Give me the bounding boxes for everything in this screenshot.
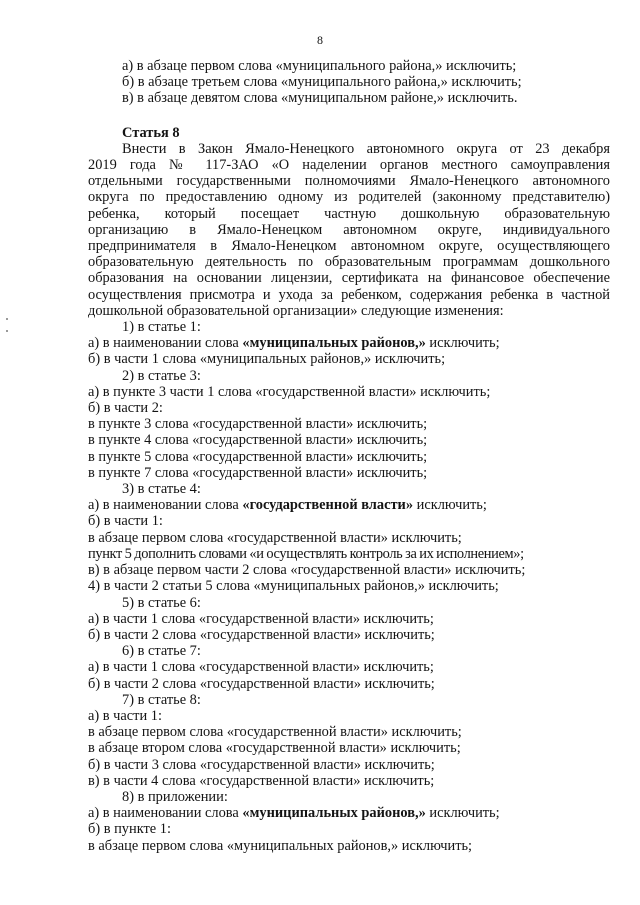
amendment-item: в абзаце первом слова «государственной власти» исключить; <box>88 529 462 546</box>
amendment-item: в абзаце втором слова «государственной власти» исключить; <box>88 740 461 757</box>
article-title: Статья 8 <box>122 124 180 141</box>
item-bold-text: «государственной власти» <box>242 497 414 514</box>
amendment-item: 2) в статье 3: <box>122 367 201 384</box>
item-text: а) в наименовании слова <box>88 805 243 822</box>
amendment-item: а) в части 1 слова «государственной власти» исключить; <box>88 610 434 627</box>
amendment-item: б) в абзаце третьем слова «муниципального района,» исключить; <box>122 74 522 91</box>
amendment-item: в пункте 5 слова «государственной власти» исключить; <box>88 448 428 465</box>
amendment-item: в пункте 3 слова «государственной власти» исключить; <box>88 416 428 433</box>
document-body <box>88 58 610 854</box>
amendment-item: 4) в части 2 статьи 5 слова «муниципальных районов,» исключить; <box>88 578 499 595</box>
amendment-item: в пункте 7 слова «государственной власти» исключить; <box>88 464 428 481</box>
item-bold-text: «муниципальных районов,» <box>242 805 426 822</box>
paragraph-line: 2019 года № 117-ЗАО «О наделении органов местного самоуправления <box>88 157 610 174</box>
amendment-item <box>88 805 610 821</box>
amendment-item: 5) в статье 6: <box>122 594 201 611</box>
paragraph-line: образовательную деятельность по образовательным программам дошкольного <box>88 254 610 271</box>
amendment-item: 8) в приложении: <box>122 788 228 805</box>
item-text: исключить; <box>425 805 500 822</box>
paragraph-line: округа по предоставлению одному из родителей (законному представителю) <box>88 189 610 206</box>
amendment-item: б) в части 2 слова «государственной власти» исключить; <box>88 675 435 692</box>
amendment-item: б) в части 1 слова «муниципальных районов,» исключить; <box>88 351 446 368</box>
amendment-item: а) в части 1 слова «государственной власти» исключить; <box>88 659 434 676</box>
amendment-item: в абзаце первом слова «муниципальных районов,» исключить; <box>88 837 473 854</box>
paragraph-line: предпринимателя в Ямало-Ненецком автономном округе, осуществляющего <box>88 238 610 255</box>
amendment-item: в абзаце первом слова «государственной власти» исключить; <box>88 724 462 741</box>
amendment-item: 6) в статье 7: <box>122 643 201 660</box>
paragraph-line: образования на основании лицензии, сертификата на финансовое обеспечение <box>88 270 610 287</box>
paragraph-line: дошкольной образовательной организации» следующие изменения: <box>88 302 504 319</box>
item-text: а) в наименовании слова <box>88 497 243 514</box>
amendment-item: а) в абзаце первом слова «муниципального района,» исключить; <box>122 58 517 74</box>
amendment-item: в) в абзаце первом части 2 слова «государственной власти» исключить; <box>88 562 526 579</box>
scan-mark <box>6 330 8 332</box>
amendment-item <box>88 335 610 351</box>
amendment-item: пункт 5 дополнить словами «и осуществлять контроль за их исполнением»; <box>88 545 524 562</box>
page-number: 8 <box>317 33 323 47</box>
amendment-item: б) в пункте 1: <box>88 821 171 838</box>
amendment-item: в) в части 4 слова «государственной власти» исключить; <box>88 772 435 789</box>
amendment-item: а) в пункте 3 части 1 слова «государственной власти» исключить; <box>88 383 491 400</box>
amendment-item: б) в части 2 слова «государственной власти» исключить; <box>88 626 435 643</box>
amendment-item: 3) в статье 4: <box>122 481 201 498</box>
amendment-item: а) в части 1: <box>88 707 162 724</box>
paragraph-line: отдельными государственными полномочиями Ямало-Ненецкого автономного <box>88 173 610 190</box>
amendment-item: в пункте 4 слова «государственной власти» исключить; <box>88 432 428 449</box>
article-paragraph <box>88 141 610 319</box>
item-text: исключить; <box>413 497 487 514</box>
amendment-item: в) в абзаце девятом слова «муниципальном районе,» исключить. <box>122 90 518 107</box>
amendment-item: 7) в статье 8: <box>122 691 201 708</box>
item-text: а) в наименовании слова <box>88 335 243 352</box>
amendment-item <box>88 497 610 513</box>
spacer <box>88 107 610 125</box>
scan-mark <box>6 318 8 320</box>
paragraph-line: осуществления присмотра и ухода за ребенком, содержания ребенка в частной <box>88 286 610 303</box>
paragraph-line: организацию в Ямало-Ненецком автономном округе, индивидуального <box>88 221 610 238</box>
item-text: исключить; <box>425 335 500 352</box>
paragraph-line: ребенка, который посещает частную дошкольную образовательную <box>88 205 610 222</box>
item-bold-text: «муниципальных районов,» <box>242 335 426 352</box>
amendment-item: 1) в статье 1: <box>122 319 201 336</box>
paragraph-line: Внести в Закон Ямало-Ненецкого автономного округа от 23 декабря <box>122 140 610 157</box>
amendment-item: б) в части 3 слова «государственной власти» исключить; <box>88 756 435 773</box>
amendment-item: б) в части 2: <box>88 400 163 417</box>
amendment-item: б) в части 1: <box>88 513 163 530</box>
